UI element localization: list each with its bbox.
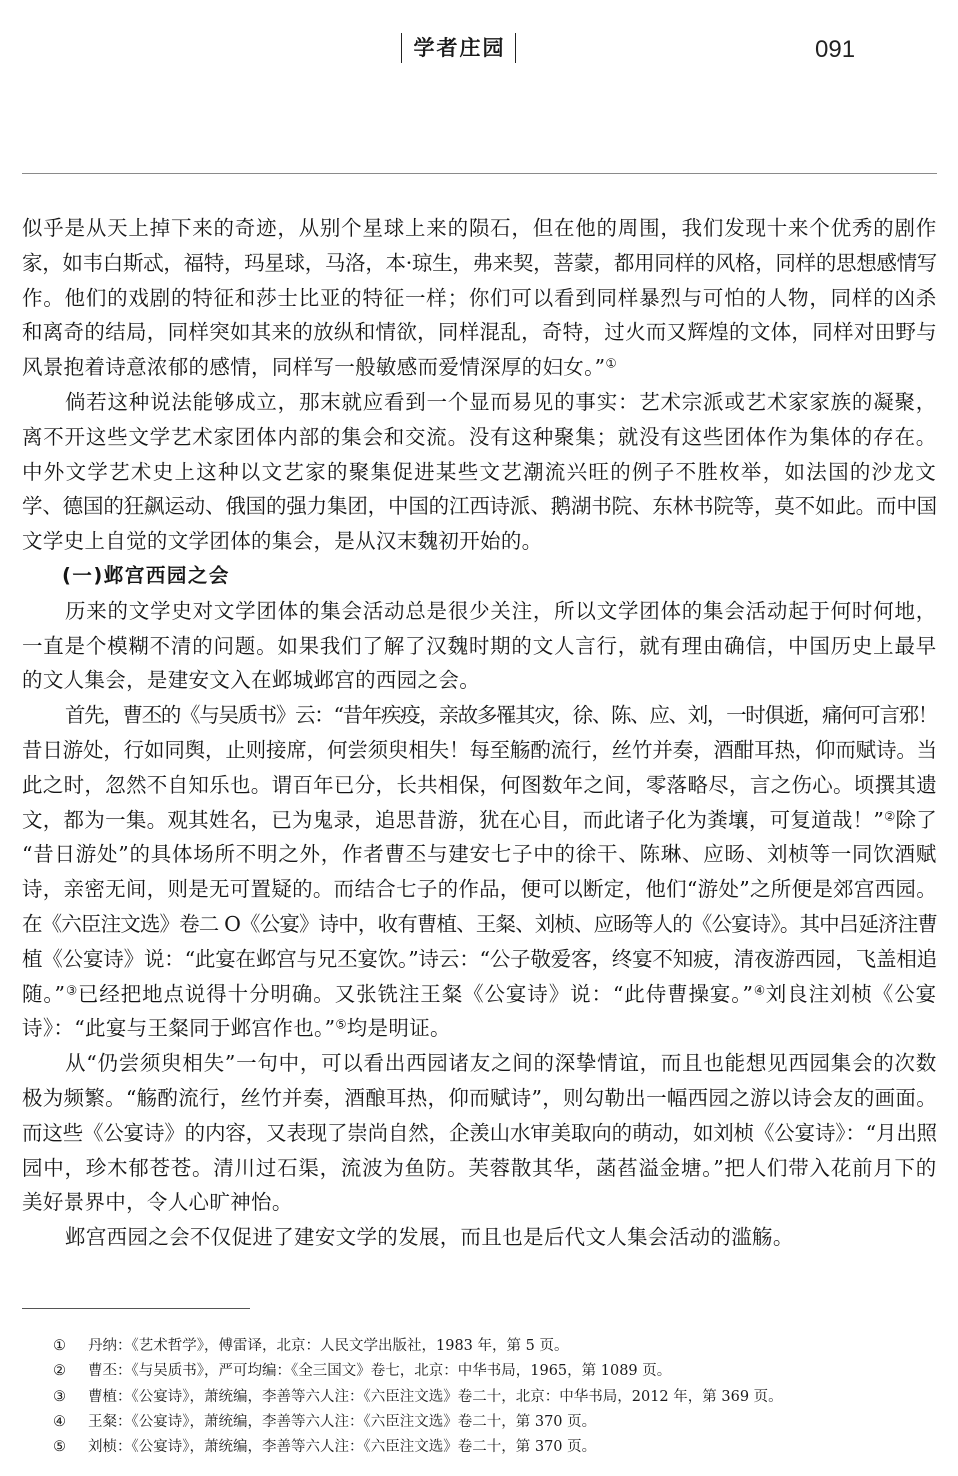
- text-line: [22, 211, 937, 246]
- text-run: 中外文学艺术史上这种以文艺家的聚集促进某些文艺潮流兴旺的例子不胜枚举，如法国的沙龙文: [22, 459, 937, 484]
- line-text: [22, 489, 937, 524]
- line-text: [22, 837, 937, 872]
- text-run: 已经把地点说得十分明确。又张铣注王粲《公宴诗》说：“此侍曹操宴。”: [77, 981, 754, 1006]
- text-run: 在《六臣注文选》卷二 O《公宴》诗中，收有曹植、王粲、刘桢、应旸等人的《公宴诗》。其中吕延济注曹: [22, 911, 937, 936]
- text-line: [22, 768, 937, 803]
- text-line: [22, 907, 937, 942]
- text-run: 家，如韦白斯忒，福特，玛星球，马洛，本·琼生，弗来契，菩蒙，都用同样的风格，同样的思想感情写: [22, 250, 937, 275]
- text-run: 作。他们的戏剧的特征和莎士比亚的特征一样；你们可以看到同样暴烈与可怕的人物，同样的凶杀: [22, 285, 937, 310]
- running-header-title: 学者庄园: [401, 33, 516, 63]
- footnote-text: 王粲：《公宴诗》，萧统编，李善等六人注：《六臣注文选》卷二十，第 370 页。: [88, 1413, 597, 1430]
- line-text: [65, 385, 937, 420]
- text-run: 历来的文学史对文学团体的集会活动总是很少关注，所以文学团体的集会活动起于何时何地，: [65, 598, 937, 623]
- footnote-mark: ①: [53, 1338, 66, 1354]
- line-text: [22, 803, 937, 838]
- line-text: [22, 246, 937, 281]
- text-line: [22, 663, 937, 698]
- text-run: 刘良注刘桢《公宴: [765, 981, 937, 1006]
- text-line: [22, 420, 937, 455]
- footnote-ref: ②: [884, 808, 896, 823]
- line-text: [65, 1046, 937, 1081]
- text-line: [22, 1185, 937, 1220]
- text-line: [22, 837, 937, 872]
- text-run: 文，都为一集。观其姓名，已为鬼录，追思昔游，犹在心目，而此诸子化为粪壤，可复道哉！”: [22, 807, 885, 832]
- text-line: [22, 1220, 937, 1255]
- line-text: [22, 629, 937, 664]
- footnote-ref: ①: [605, 356, 617, 371]
- paragraph: [22, 1046, 937, 1220]
- line-text: [22, 663, 480, 698]
- text-run: 诗，亲密无间，则是无可置疑的。而结合七子的作品，便可以断定，他们“游处”之所便是郊宫西园。: [22, 877, 937, 902]
- line-text: [22, 907, 937, 942]
- paragraph: [22, 385, 937, 559]
- text-run: 除了: [895, 807, 937, 832]
- line-text: [22, 211, 937, 246]
- line-text: [65, 698, 937, 733]
- text-run: 诗》：“此宴与王粲同于邺宫作也。”: [22, 1016, 336, 1041]
- line-text: [22, 942, 937, 977]
- header-rule: [22, 173, 937, 174]
- text-run: 似乎是从天上掉下来的奇迹，从别个星球上来的陨石，但在他的周围，我们发现十来个优秀的剧作: [22, 216, 937, 240]
- line-text: [22, 1116, 937, 1151]
- line-text: [22, 733, 937, 768]
- footnotes: [53, 1334, 933, 1460]
- text-run: 文学史上自觉的文学团体的集会，是从汉末魏初开始的。: [22, 529, 543, 554]
- text-line: [22, 385, 937, 420]
- text-line: [22, 803, 937, 838]
- footnote: [53, 1385, 933, 1410]
- text-run: 植《公宴诗》说：“此宴在邺宫与兄丕宴饮。”诗云：“公子敬爱客，终宴不知疲，清夜游西园，飞盖相追: [22, 946, 937, 971]
- text-line: [22, 629, 937, 664]
- text-line: [22, 872, 937, 907]
- line-text: [22, 1081, 937, 1116]
- line-text: [22, 315, 937, 350]
- text-run: “昔日游处”的具体场所不明之外，作者曹丕与建安七子中的徐干、陈琳、应旸、刘桢等一同饮酒赋: [22, 842, 937, 867]
- body-text: [22, 211, 937, 1255]
- footnote-text: 曹丕：《与吴质书》，严可均编：《全三国文》卷七，北京：中华书局，1965，第 1089 页。: [88, 1363, 672, 1380]
- footnote-text: 曹植：《公宴诗》，萧统编，李善等六人注：《六臣注文选》卷二十，北京：中华书局，2012 年，第 369 页。: [88, 1388, 783, 1405]
- footnote: [53, 1435, 933, 1460]
- footnote-mark: ③: [53, 1388, 66, 1405]
- text-line: [22, 489, 937, 524]
- text-run: 极为频繁。“觞酌流行，丝竹并奏，酒酿耳热，仰而赋诗”，则勾勒出一幅西园之游以诗会友的画面。: [22, 1085, 937, 1110]
- text-line: [22, 1116, 937, 1151]
- footnote-ref: ④: [753, 982, 766, 997]
- text-run: 均是明证。: [346, 1016, 451, 1041]
- text-line: [22, 594, 937, 629]
- text-run: 风景抱着诗意浓郁的感情，同样写一般敏感而爱情深厚的妇女。”: [22, 355, 606, 380]
- text-line: [22, 246, 937, 281]
- text-line: [22, 942, 937, 977]
- footnote-text: 刘桢：《公宴诗》，萧统编，李善等六人注：《六臣注文选》卷二十，第 370 页。: [88, 1439, 597, 1456]
- line-text: [22, 768, 937, 803]
- text-line: [22, 1046, 937, 1081]
- line-text: [22, 420, 937, 455]
- text-run: 随。”: [22, 981, 66, 1006]
- footnote: [53, 1334, 933, 1359]
- text-line: [22, 350, 937, 385]
- line-text: [22, 1151, 937, 1186]
- footnote-mark: ⑤: [53, 1439, 66, 1456]
- line-text: [65, 594, 937, 629]
- text-run: 的文人集会，是建安文入在邺城邺宫的西园之会。: [22, 668, 481, 693]
- paragraph: [22, 1220, 937, 1255]
- line-text: [22, 281, 937, 316]
- text-run: 学、德国的狂飙运动、俄国的强力集团，中国的江西诗派、鹅湖书院、东林书院等，莫不如此。而中国: [22, 494, 937, 519]
- footnote-text: 丹纳：《艺术哲学》，傅雷译，北京：人民文学出版社，1983 年，第 5 页。: [88, 1338, 569, 1354]
- text-line: [22, 733, 937, 768]
- text-run: 邺宫西园之会不仅促进了建安文学的发展，而且也是后代文人集会活动的滥觞。: [65, 1225, 794, 1250]
- line-text: [22, 872, 937, 907]
- text-run: 从“仍尝须臾相失”一句中，可以看出西园诸友之间的深挚情谊，而且也能想见西园集会的次数: [65, 1051, 937, 1076]
- line-text: [22, 350, 617, 385]
- section-heading: (一)邺宫西园之会: [62, 563, 230, 587]
- page-number: 091: [815, 36, 856, 63]
- text-run: 而这些《公宴诗》的内容，又表现了崇尚自然，企羡山水审美取向的萌动，如刘桢《公宴诗》：“月出照: [22, 1120, 937, 1145]
- paragraph: [22, 594, 937, 698]
- text-line: [22, 977, 937, 1012]
- text-line: [22, 1011, 937, 1046]
- footnote-mark: ②: [53, 1363, 66, 1380]
- text-run: 首先，曹丕的《与吴质书》云：“昔年疾疫，亲故多罹其灾，徐、陈、应、刘，一时俱逝，痛何可言邪！: [65, 703, 937, 728]
- text-run: 此之时，忽然不自知乐也。谓百年已分，长共相保，何图数年之间，零落略尽，言之伤心。顷撰其遗: [22, 772, 937, 797]
- text-line: [22, 698, 937, 733]
- footnote-mark: ④: [53, 1413, 66, 1430]
- text-run: 园中，珍木郁苍苍。清川过石渠，流波为鱼防。芙蓉散其华，菡萏溢金塘。”把人们带入花前月下的: [22, 1155, 937, 1180]
- text-line: [22, 315, 937, 350]
- text-run: 和离奇的结局，同样突如其来的放纵和情欲，同样混乱，奇特，过火而又辉煌的文体，同样对田野与: [22, 320, 937, 345]
- footnote-ref: ⑤: [335, 1017, 347, 1032]
- footnote: [53, 1359, 933, 1384]
- footnote: [53, 1410, 933, 1435]
- paragraph: [22, 698, 937, 1046]
- text-line: [22, 281, 937, 316]
- line-text: [22, 524, 542, 559]
- text-run: 倘若这种说法能够成立，那末就应看到一个显而易见的事实：艺术宗派或艺术家家族的凝聚，: [65, 389, 937, 414]
- line-text: [22, 977, 937, 1012]
- text-run: 美好景界中，令人心旷神怡。: [22, 1190, 293, 1215]
- line-text: [22, 455, 937, 490]
- text-line: [22, 455, 937, 490]
- footnote-ref: ③: [65, 982, 78, 997]
- line-text: [65, 1220, 794, 1255]
- text-line: [22, 1151, 937, 1186]
- text-line: [22, 524, 937, 559]
- text-line: [22, 1081, 937, 1116]
- paragraph-continued: [22, 211, 937, 385]
- text-run: 离不开这些文学艺术家团体内部的集会和交流。没有这种聚集；就没有这些团体作为集体的存在。: [22, 424, 937, 449]
- line-text: [22, 1185, 293, 1220]
- text-run: 昔日游处，行如同舆，止则接席，何尝须臾相失！每至觞酌流行，丝竹并奏，酒酣耳热，仰而赋诗。当: [22, 737, 937, 762]
- footnote-rule: [22, 1308, 250, 1309]
- text-run: 一直是个模糊不清的问题。如果我们了解了汉魏时期的文人言行，就有理由确信，中国历史上最早: [22, 633, 937, 658]
- line-text: [22, 1011, 451, 1046]
